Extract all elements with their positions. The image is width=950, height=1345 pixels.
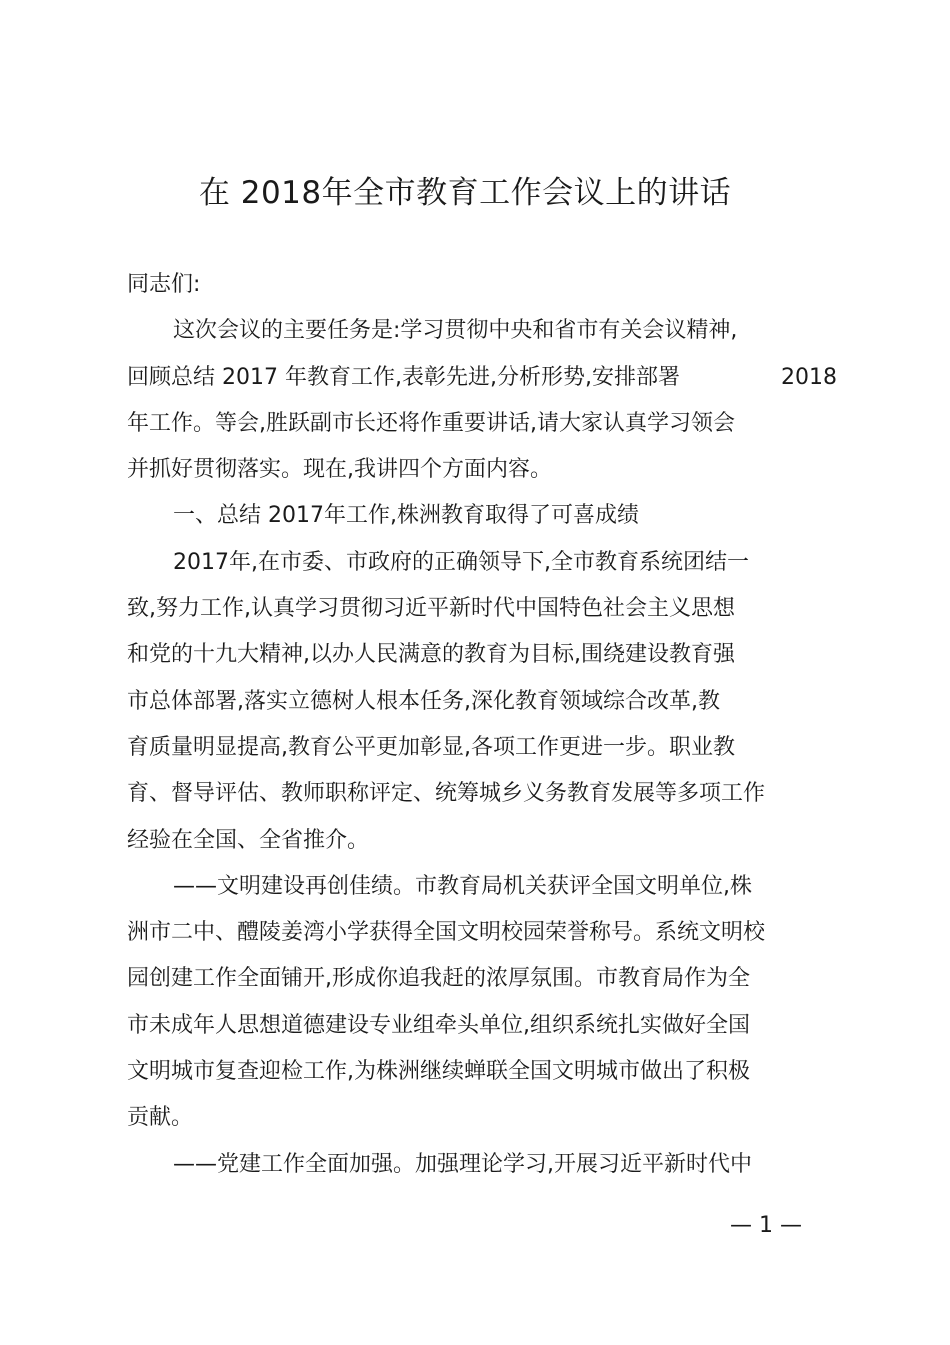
document-title: 在 2018年全市教育工作会议上的讲话	[198, 175, 732, 211]
paragraph-line: 洲市二中、醴陵姜湾小学获得全国文明校园荣誉称号。系统文明校	[127, 920, 766, 946]
paragraph-line: 市未成年人思想道德建设专业组牵头单位,组织系统扎实做好全国	[127, 1012, 750, 1038]
paragraph-line: 市总体部署,落实立德树人根本任务,深化教育领域综合改革,教	[127, 688, 720, 714]
paragraph-line: 经验在全国、全省推介。	[127, 827, 370, 853]
paragraph-line: 育、督导评估、教师职称评定、统筹城乡义务教育发展等多项工作	[127, 781, 766, 807]
paragraph-line: ——党建工作全面加强。加强理论学习,开展习近平新时代中	[173, 1151, 752, 1177]
paragraph-line-justified	[127, 355, 837, 401]
paragraph-line-segment: 回顾总结 2017 年教育工作,表彰先进,分析形势,安排部署	[127, 364, 680, 390]
paragraph-line: 年工作。等会,胜跃副市长还将作重要讲话,请大家认真学习领会	[127, 410, 735, 436]
paragraph-line: 园创建工作全面铺开,形成你追我赶的浓厚氛围。市教育局作为全	[127, 966, 750, 992]
paragraph-line: 2017年,在市委、市政府的正确领导下,全市教育系统团结一	[173, 549, 749, 575]
paragraph-line: 贡献。	[127, 1105, 194, 1131]
section-heading: 一、总结 2017年工作,株洲教育取得了可喜成绩	[173, 503, 639, 529]
document-body	[127, 262, 837, 1188]
paragraph-line: 这次会议的主要任务是:学习贯彻中央和省市有关会议精神,	[173, 318, 738, 344]
paragraph-line-segment: 2018	[781, 364, 837, 390]
paragraph-line: ——文明建设再创佳绩。市教育局机关获评全国文明单位,株	[173, 873, 752, 899]
paragraph-line: 和党的十九大精神,以办人民满意的教育为目标,围绕建设教育强	[127, 642, 735, 668]
paragraph-line: 育质量明显提高,教育公平更加彰显,各项工作更进一步。职业教	[127, 734, 735, 760]
paragraph-line: 并抓好贯彻落实。现在,我讲四个方面内容。	[127, 457, 552, 483]
salutation: 同志们:	[127, 272, 201, 297]
paragraph-line: 文明城市复查迎检工作,为株洲继续蝉联全国文明城市做出了积极	[127, 1059, 750, 1085]
paragraph-line: 致,努力工作,认真学习贯彻习近平新时代中国特色社会主义思想	[127, 596, 735, 622]
page-number: — 1 —	[730, 1213, 802, 1238]
